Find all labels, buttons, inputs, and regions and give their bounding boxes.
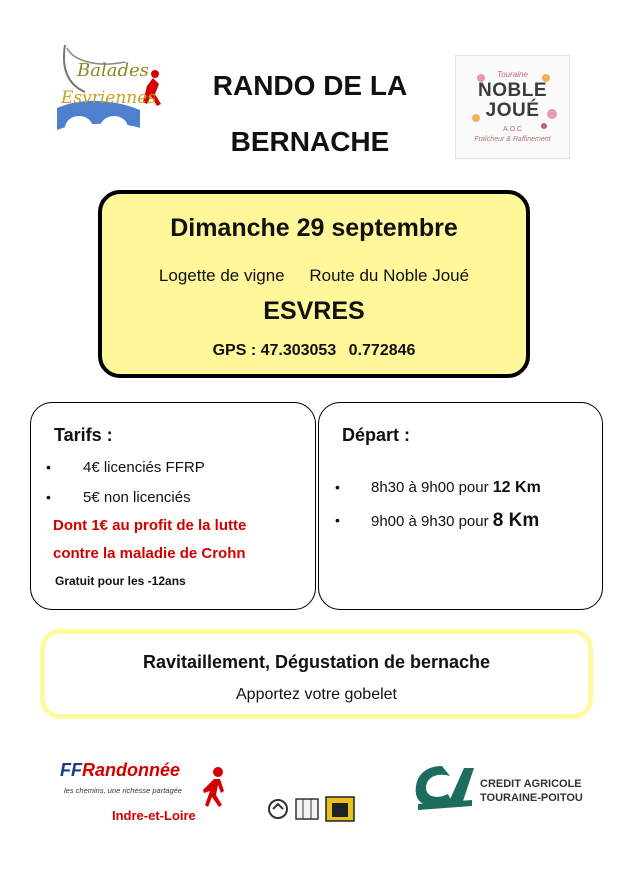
tarifs-title: Tarifs : <box>54 425 113 445</box>
ffrandonnee-department: Indre-et-Loire <box>112 808 196 823</box>
depart-item-distance: 8 Km <box>492 510 540 531</box>
depart-box <box>318 402 603 610</box>
tarifs-donation-line1: Dont 1€ au profit de la lutte <box>53 517 247 534</box>
recycle-icon <box>269 800 287 818</box>
balades-logo-line2: Esvriennes <box>61 88 157 108</box>
tarif-item: 4€ licenciés FFRP <box>83 459 205 476</box>
event-gps <box>102 342 526 360</box>
event-gps-label: GPS : 47.303053 <box>212 342 337 359</box>
bullet-icon: • <box>335 479 340 495</box>
ravitaillement-box <box>40 629 593 719</box>
noble-joue-joue: JOUÉ <box>485 100 540 121</box>
event-place-right: Route du Noble Joué <box>309 266 470 285</box>
ravitaillement-title: Ravitaillement, Dégustation de bernache <box>142 652 491 672</box>
event-date: Dimanche 29 septembre <box>170 214 458 242</box>
credit-agricole-line2: TOURAINE-POITOU <box>480 792 583 804</box>
eco-icons <box>268 795 358 823</box>
noble-joue-aoc: A.O.C <box>502 126 523 133</box>
page-title-line1: RANDO DE LA <box>212 70 408 101</box>
noble-joue-noble: NOBLE <box>478 80 547 101</box>
map-icon <box>296 799 318 819</box>
depart-item <box>371 479 541 497</box>
noble-joue-touraine: Touraine <box>497 70 528 79</box>
bullet-icon: • <box>46 489 51 505</box>
tarif-item: 5€ non licenciés <box>83 489 191 506</box>
trash-bin-icon <box>326 797 354 821</box>
credit-agricole-line1: CREDIT AGRICOLE <box>480 778 582 790</box>
event-place <box>102 266 526 286</box>
tarifs-donation-line2: contre la maladie de Crohn <box>53 545 246 562</box>
event-city: ESVRES <box>263 297 365 325</box>
credit-agricole-logo <box>412 760 602 820</box>
depart-item <box>371 510 539 532</box>
balades-esvriennes-logo <box>55 40 175 140</box>
page-title <box>190 58 430 170</box>
event-gps-lon: 0.772846 <box>348 342 416 359</box>
bullet-icon: • <box>46 459 51 475</box>
ffrandonnee-brand <box>60 760 180 781</box>
balades-logo-line1: Balades <box>77 60 149 81</box>
ffrandonnee-brand-rest: Randonnée <box>82 760 181 780</box>
tarifs-box <box>30 402 316 610</box>
noble-joue-logo <box>455 55 570 159</box>
depart-item-text: 8h30 à 9h00 pour <box>371 479 493 496</box>
credit-agricole-mark <box>412 760 476 812</box>
depart-item-text: 9h00 à 9h30 pour <box>371 513 493 530</box>
bullet-icon: • <box>335 512 340 528</box>
depart-title: Départ : <box>342 425 411 445</box>
noble-joue-tagline: Fraîcheur & Raffinement <box>474 136 551 143</box>
page-title-line2: BERNACHE <box>230 126 390 157</box>
event-info-box <box>98 190 530 378</box>
ffrandonnee-brand-ff: FF <box>60 760 82 780</box>
event-place-left: Logette de vigne <box>158 266 285 285</box>
depart-item-distance: 12 Km <box>492 479 541 496</box>
hiker-icon <box>200 766 230 812</box>
ffrandonnee-tagline: les chemins, une richesse partagée <box>64 786 182 795</box>
tarifs-free-note: Gratuit pour les -12ans <box>55 574 186 588</box>
ffrandonnee-logo <box>60 760 230 830</box>
ravitaillement-subtitle: Apportez votre gobelet <box>236 686 397 703</box>
